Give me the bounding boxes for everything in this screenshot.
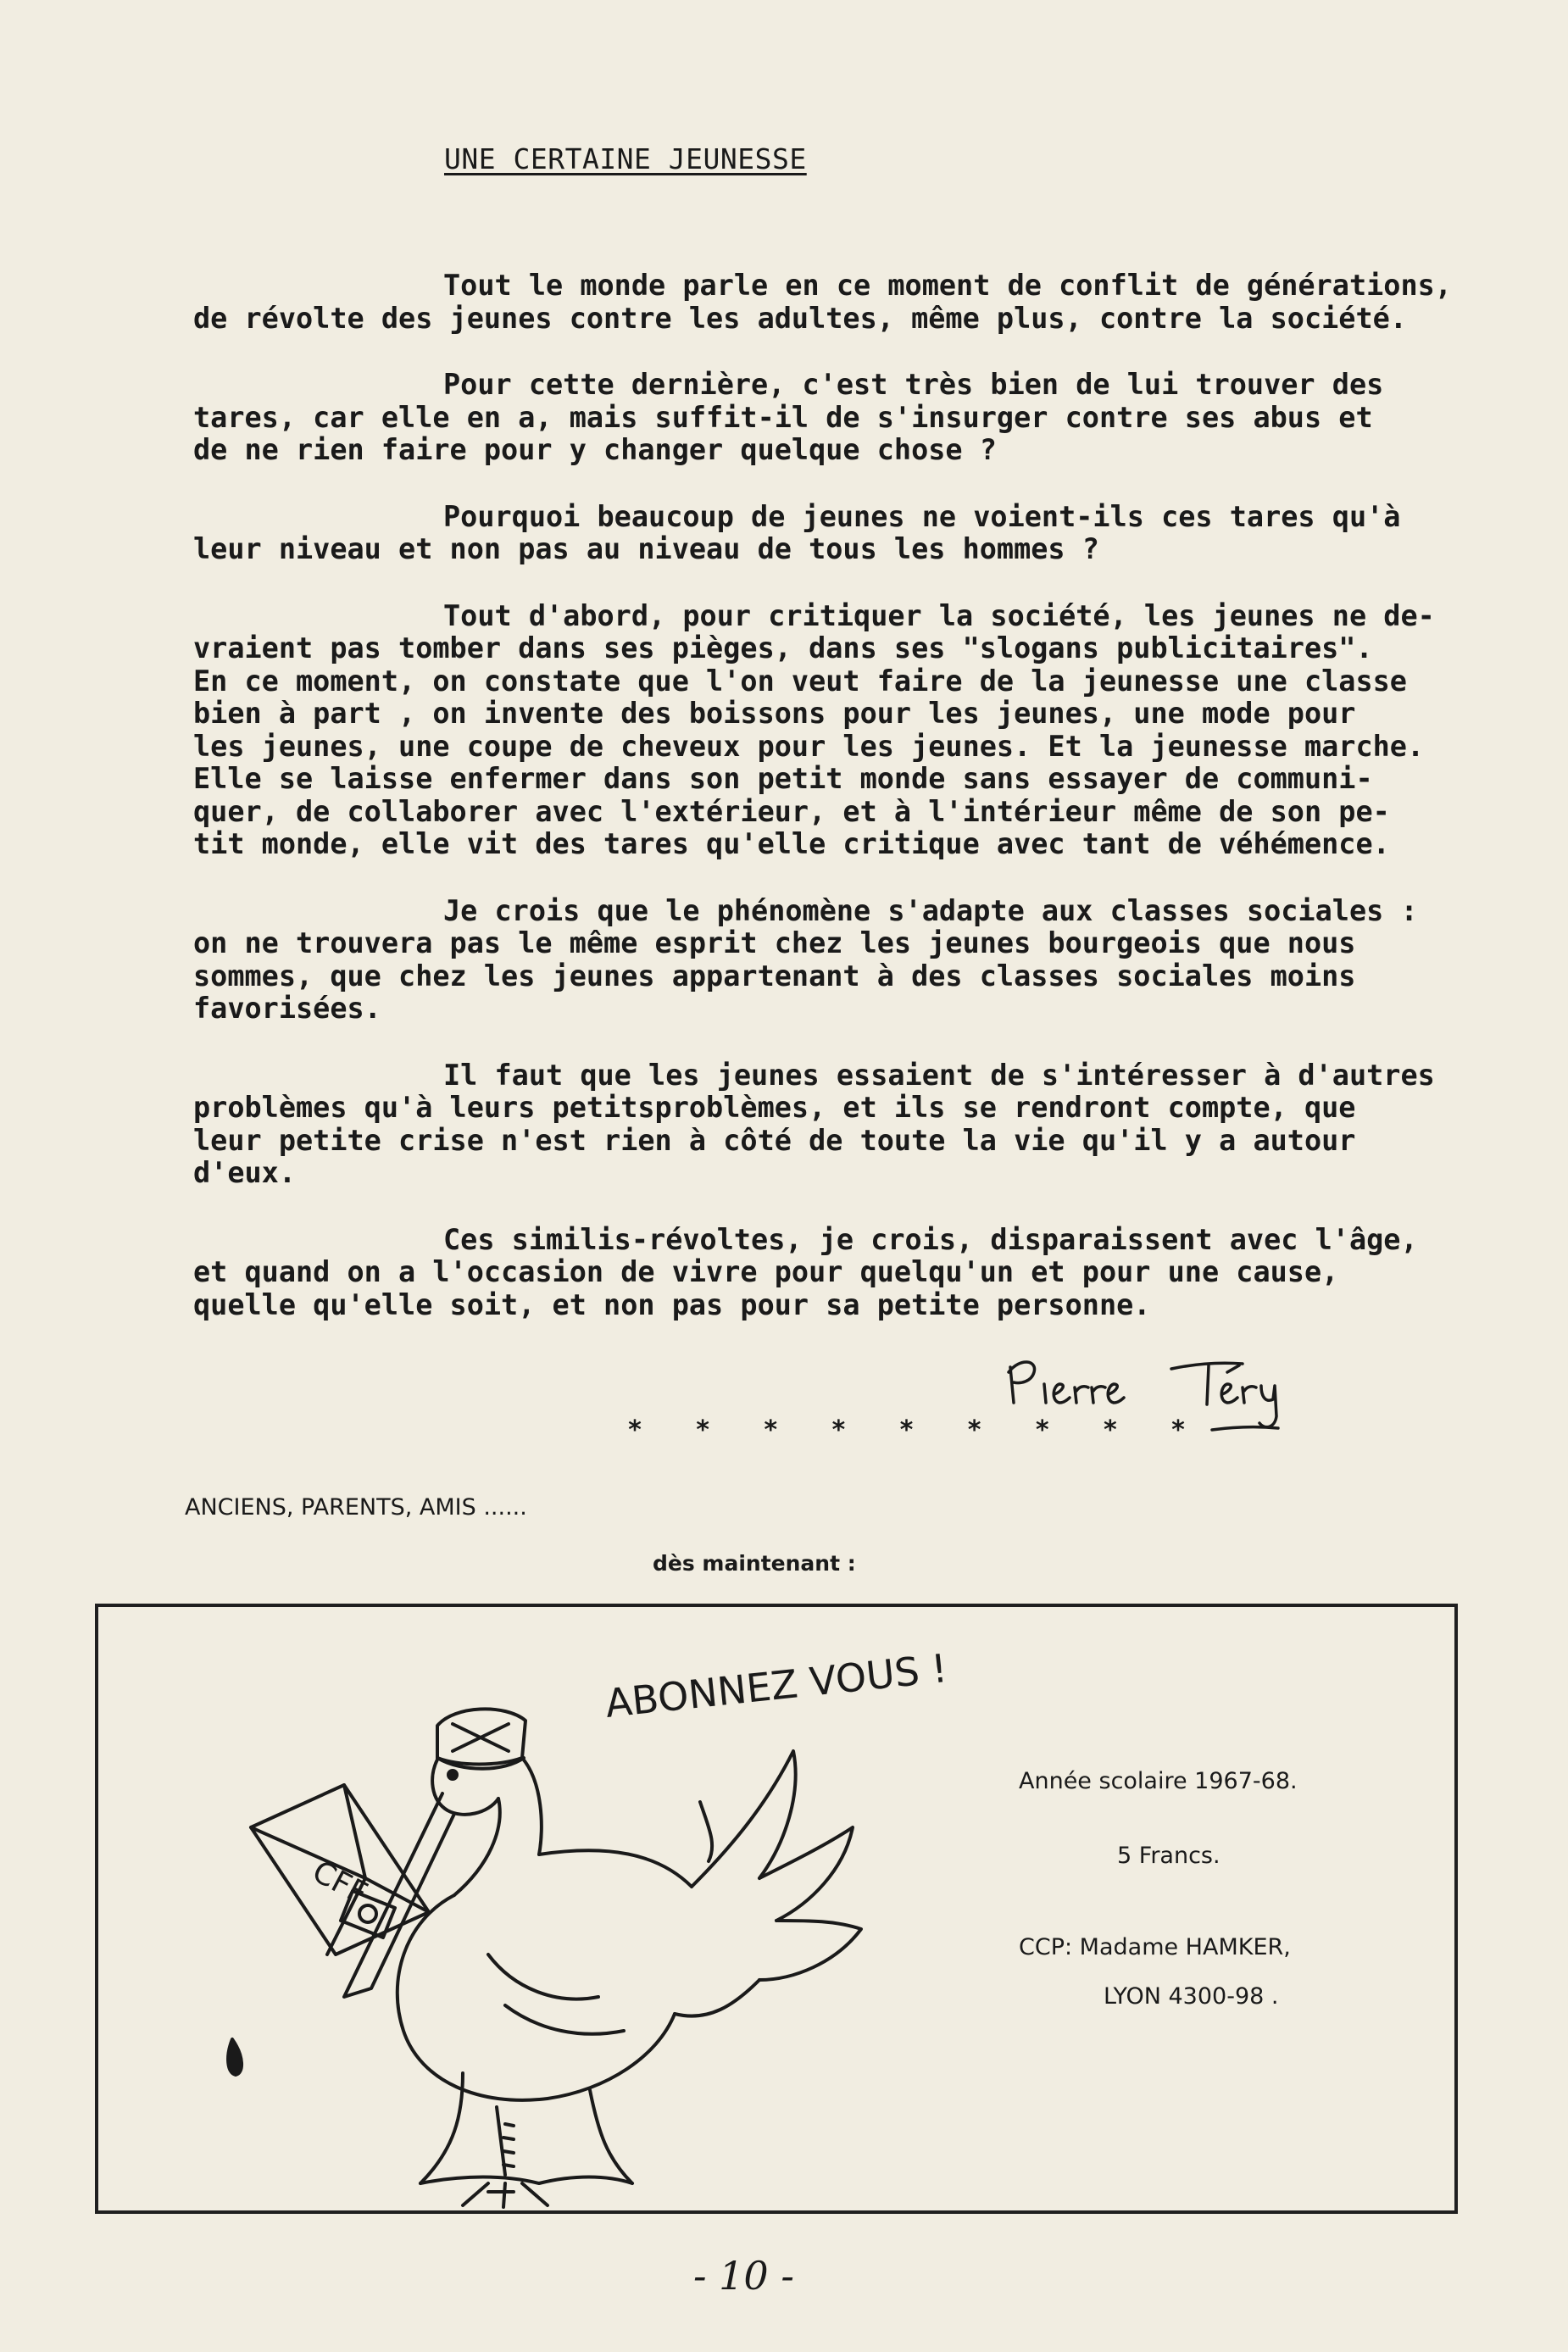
text-line: Ces similis-révoltes, je crois, disparaissent avec l'âge, <box>443 1222 1418 1256</box>
paragraph <box>193 895 1515 1026</box>
paragraph <box>193 270 1515 335</box>
article-title: UNE CERTAINE JEUNESSE <box>444 142 807 175</box>
text-line: et quand on a l'occasion de vivre pour quelqu'un et pour une cause, <box>193 1255 1339 1288</box>
paragraph <box>193 1224 1515 1322</box>
text-line: En ce moment, on constate que l'on veut faire de la jeunesse une classe <box>193 664 1407 698</box>
text-line: quelle qu'elle soit, et non pas pour sa petite personne. <box>193 1287 1151 1321</box>
paragraph <box>193 600 1515 861</box>
text-line: Pourquoi beaucoup de jeunes ne voient-ils ces tares qu'à <box>443 499 1401 533</box>
price-text: 5 Francs. <box>1117 1843 1220 1869</box>
paragraph <box>193 369 1515 467</box>
cartoon-caption: ABONNEZ VOUS ! <box>603 1644 946 1726</box>
paragraph <box>193 1059 1515 1190</box>
text-line: sommes, que chez les jeunes appartenant à des classes sociales moins <box>193 959 1356 993</box>
text-line: problèmes qu'à leurs petitsproblèmes, et ils se rendront compte, que <box>193 1091 1356 1124</box>
envelope-label: CFF <box>306 1854 373 1912</box>
text-line: Elle se laisse enfermer dans son petit monde sans essayer de communi- <box>193 762 1373 795</box>
ad-sub-text: dès maintenant : <box>653 1551 856 1576</box>
page-number: - 10 - <box>693 2253 794 2299</box>
text-line: Tout d'abord, pour critiquer la société, les jeunes ne de- <box>443 598 1435 632</box>
paragraph <box>193 501 1515 566</box>
text-line: tares, car elle en a, mais suffit-il de s'insurger contre ses abus et <box>193 400 1373 434</box>
text-line: d'eux. <box>193 1156 297 1189</box>
text-line: leur petite crise n'est rien à côté de toute la vie qu'il y a autour <box>193 1123 1356 1157</box>
article-body <box>193 270 1515 1355</box>
text-line: Tout le monde parle en ce moment de conflit de générations, <box>443 269 1452 302</box>
text-line: on ne trouvera pas le même esprit chez les jeunes bourgeois que nous <box>193 926 1356 959</box>
subscription-ad <box>95 1604 1458 2214</box>
text-line: de révolte des jeunes contre les adultes, même plus, contre la société. <box>193 301 1407 335</box>
text-line: de ne rien faire pour y changer quelque chose ? <box>193 433 997 466</box>
text-line: favorisées. <box>193 992 381 1025</box>
text-line: Je crois que le phénomène s'adapte aux classes sociales : <box>443 893 1418 927</box>
text-line: bien à part , on invente des boissons pour les jeunes, une mode pour <box>193 697 1356 730</box>
bird-cartoon-illustration <box>183 1632 946 2209</box>
text-line: Pour cette dernière, c'est très bien de lui trouver des <box>443 368 1384 401</box>
ccp-name-text: CCP: Madame HAMKER, <box>1019 1934 1291 1960</box>
text-line: leur niveau et non pas au niveau de tous les hommes ? <box>193 532 1099 565</box>
ad-lead-text: ANCIENS, PARENTS, AMIS ...... <box>185 1494 527 1521</box>
ccp-number-text: LYON 4300-98 . <box>1104 1983 1279 2010</box>
text-line: Il faut que les jeunes essaient de s'intéresser à d'autres <box>443 1058 1435 1092</box>
text-line: quer, de collaborer avec l'extérieur, et à l'intérieur même de son pe- <box>193 794 1390 828</box>
text-line: vraient pas tomber dans ses pièges, dans ses "slogans publicitaires". <box>193 631 1373 664</box>
text-line: tit monde, elle vit des tares qu'elle critique avec tant de véhémence. <box>193 827 1390 860</box>
text-line: les jeunes, une coupe de cheveux pour les jeunes. Et la jeunesse marche. <box>193 729 1425 763</box>
school-year-text: Année scolaire 1967-68. <box>1019 1768 1298 1794</box>
separator-stars: * * * * * * * * * <box>627 1415 1205 1445</box>
